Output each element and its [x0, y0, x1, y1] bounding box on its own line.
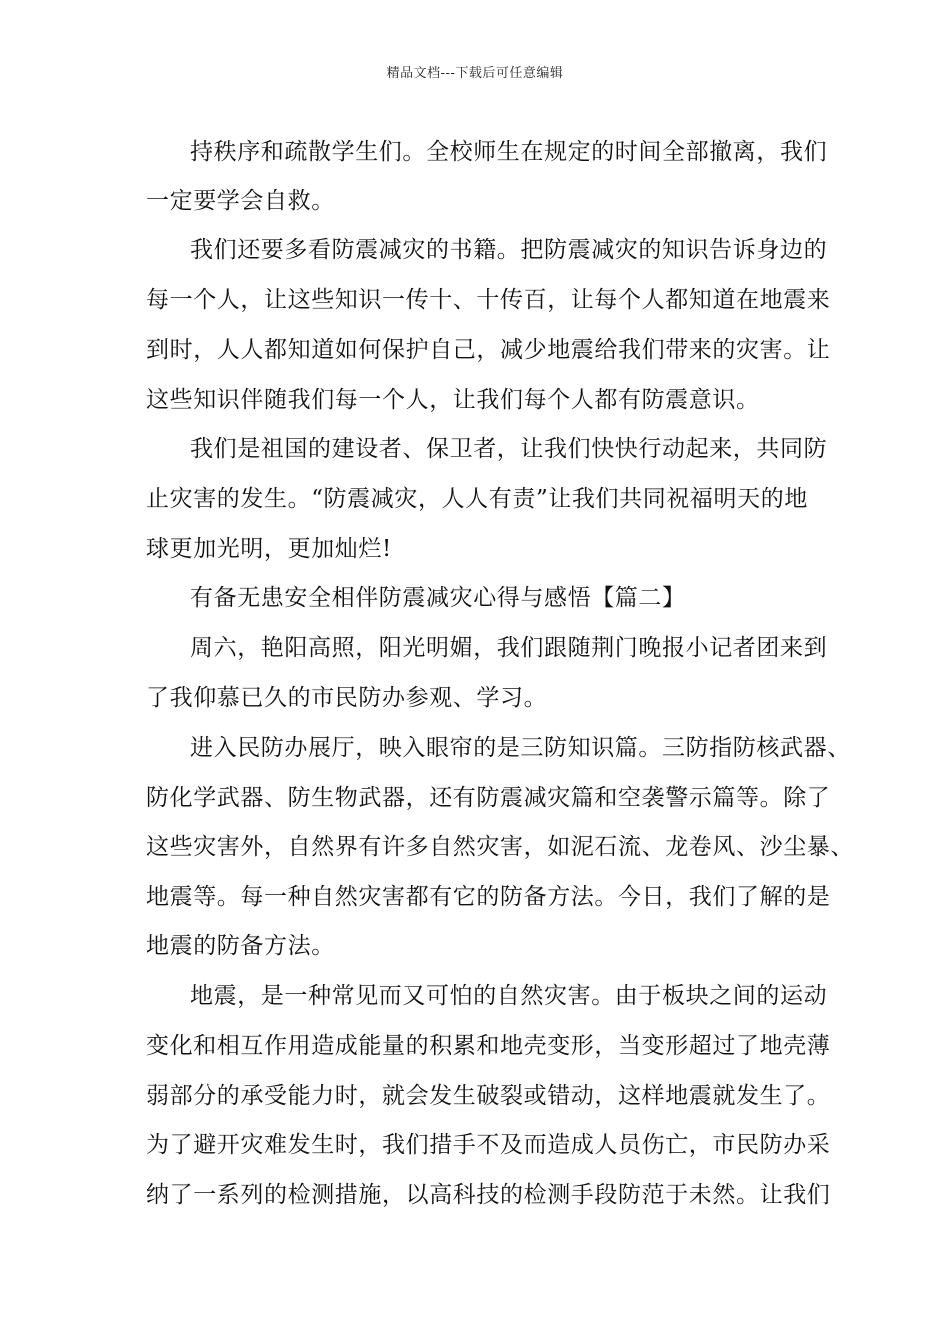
text-line: 我们是祖国的建设者、保卫者，让我们快快行动起来，共同防 — [190, 436, 828, 462]
text-line: 一定要学会自救。 — [146, 188, 335, 214]
section-heading: 有备无患安全相伴防震减灾心得与感悟【篇二】 — [190, 585, 686, 611]
text-line: 每一个人，让这些知识一传十、十传百，让每个人都知道在地震来 — [146, 287, 831, 313]
text-line: 防化学武器、防生物武器，还有防震减灾篇和空袭警示篇等。除了 — [146, 785, 831, 811]
text-line: 我们还要多看防震减灾的书籍。把防震减灾的知识告诉身边的 — [190, 237, 828, 263]
page-header: 精品文档---下载后可任意编辑 — [386, 66, 564, 81]
text-line: 球更加光明，更加灿烂! — [146, 536, 392, 562]
text-line: 到时，人人都知道如何保护自己，减少地震给我们带来的灾害。让 — [146, 337, 831, 363]
text-line: 这些灾害外，自然界有许多自然灾害，如泥石流、龙卷风、沙尘暴、 — [146, 834, 854, 860]
text-line: 进入民防办展厅，映入眼帘的是三防知识篇。三防指防核武器、 — [190, 735, 851, 761]
text-line: 地震等。每一种自然灾害都有它的防备方法。今日，我们了解的是 — [146, 884, 831, 910]
text-line: 这些知识伴随我们每一个人，让我们每个人都有防震意识。 — [146, 387, 760, 413]
text-line: 地震的防备方法。 — [146, 933, 335, 959]
text-line: 为了避开灾难发生时，我们措手不及而造成人员伤亡，市民防办采 — [146, 1132, 831, 1158]
text-line: 地震，是一种常见而又可怕的自然灾害。由于板块之间的运动 — [190, 983, 828, 1009]
text-line: 了我仰慕已久的市民防办参观、学习。 — [146, 685, 548, 711]
text-line: 变化和相互作用造成能量的积累和地壳变形，当变形超过了地壳薄 — [146, 1033, 831, 1059]
text-line: 止灾害的发生。“防震减灾，人人有责”让我们共同祝福明天的地 — [146, 486, 808, 512]
text-line: 弱部分的承受能力时，就会发生破裂或错动，这样地震就发生了。 — [146, 1083, 831, 1109]
text-line: 持秩序和疏散学生们。全校师生在规定的时间全部撤离，我们 — [190, 139, 828, 165]
text-line: 纳了一系列的检测措施，以高科技的检测手段防范于未然。让我们 — [146, 1182, 831, 1208]
text-line: 周六，艳阳高照，阳光明媚，我们跟随荆门晚报小记者团来到 — [190, 635, 828, 661]
